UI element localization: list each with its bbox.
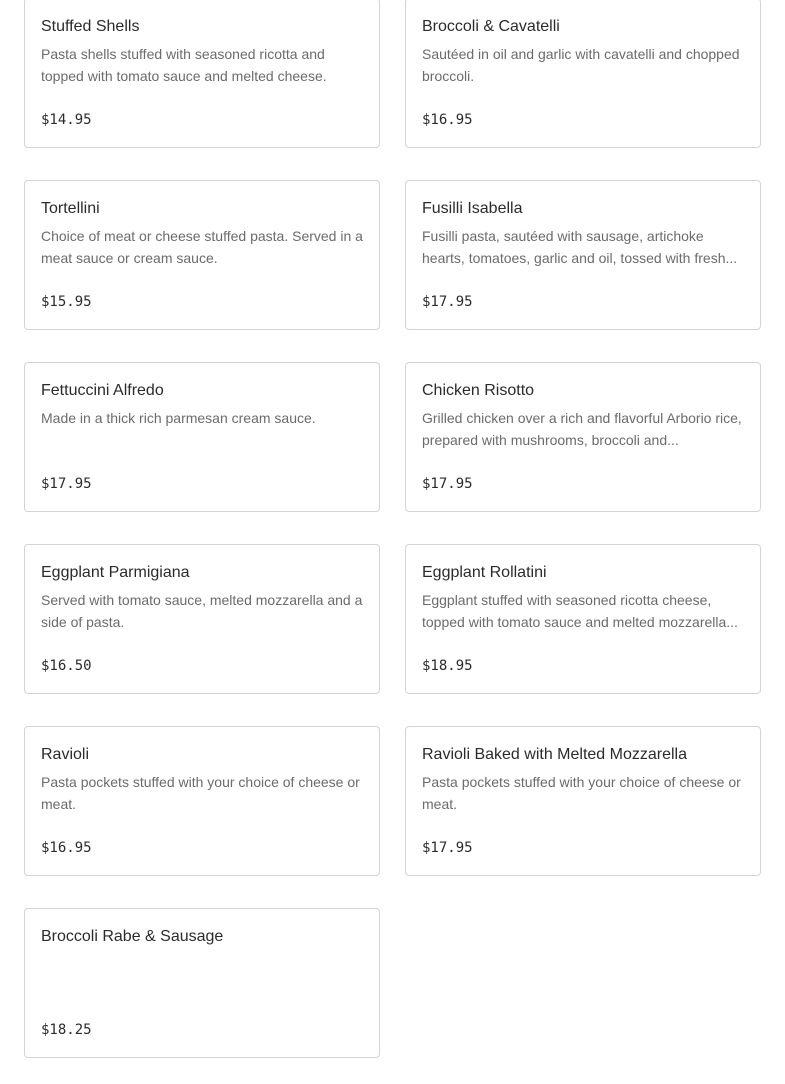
menu-item-description: Eggplant stuffed with seasoned ricotta cheese, topped with tomato sauce and melted mozzarella... bbox=[422, 592, 738, 630]
menu-item-name: Ravioli bbox=[41, 746, 90, 763]
menu-item-price: $14.95 bbox=[41, 112, 92, 128]
menu-item-description: Choice of meat or cheese stuffed pasta. Served in a meat sauce or cream sauce. bbox=[41, 228, 363, 266]
menu-item-description: Pasta pockets stuffed with your choice of cheese or meat. bbox=[41, 774, 360, 812]
menu-item-price: $17.95 bbox=[41, 476, 92, 492]
menu-item-name: Fusilli Isabella bbox=[422, 200, 523, 217]
menu-item-description: Served with tomato sauce, melted mozzarella and a side of pasta. bbox=[41, 592, 363, 630]
menu-item-card-ravioli-baked[interactable] bbox=[405, 726, 761, 876]
menu-item-name: Tortellini bbox=[41, 200, 100, 217]
menu-item-name: Eggplant Parmigiana bbox=[41, 564, 190, 581]
menu-item-description: Fusilli pasta, sautéed with sausage, artichoke hearts, tomatoes, garlic and oil, tossed with fresh... bbox=[422, 228, 738, 266]
menu-item-card-broccoli-cavatelli[interactable] bbox=[405, 0, 761, 148]
menu-item-name: Eggplant Rollatini bbox=[422, 564, 547, 581]
menu-item-description: Made in a thick rich parmesan cream sauce. bbox=[41, 410, 316, 426]
menu-item-price: $16.95 bbox=[422, 112, 473, 128]
menu-item-grid bbox=[24, 0, 761, 1058]
menu-item-card-fusilli-isabella[interactable] bbox=[405, 180, 761, 330]
menu-item-description: Grilled chicken over a rich and flavorful Arborio rice, prepared with mushrooms, broccoli and... bbox=[422, 410, 742, 448]
menu-item-card-fettuccini-alfredo[interactable] bbox=[24, 362, 380, 512]
menu-item-price: $15.95 bbox=[41, 294, 92, 310]
menu-item-name: Chicken Risotto bbox=[422, 382, 535, 399]
menu-item-price: $17.95 bbox=[422, 294, 473, 310]
menu-item-name: Ravioli Baked with Melted Mozzarella bbox=[422, 746, 687, 763]
menu-item-card-broccoli-rabe-sausage[interactable] bbox=[24, 908, 380, 1058]
menu-item-description: Pasta pockets stuffed with your choice of cheese or meat. bbox=[422, 774, 741, 812]
menu-item-price: $16.95 bbox=[41, 840, 92, 856]
menu-item-card-stuffed-shells[interactable] bbox=[24, 0, 380, 148]
menu-item-card-eggplant-parmigiana[interactable] bbox=[24, 544, 380, 694]
menu-item-price: $18.95 bbox=[422, 658, 473, 674]
menu-item-name: Broccoli Rabe & Sausage bbox=[41, 928, 224, 945]
menu-item-description: Pasta shells stuffed with seasoned ricotta and topped with tomato sauce and melted cheese. bbox=[41, 46, 327, 84]
menu-item-name: Fettuccini Alfredo bbox=[41, 382, 164, 399]
menu-item-name: Broccoli & Cavatelli bbox=[422, 18, 560, 35]
menu-item-card-tortellini[interactable] bbox=[24, 180, 380, 330]
menu-item-price: $17.95 bbox=[422, 840, 473, 856]
menu-item-name: Stuffed Shells bbox=[41, 18, 140, 35]
menu-item-price: $17.95 bbox=[422, 476, 473, 492]
menu-item-description: Sautéed in oil and garlic with cavatelli and chopped broccoli. bbox=[422, 46, 740, 84]
menu-item-card-chicken-risotto[interactable] bbox=[405, 362, 761, 512]
menu-item-card-eggplant-rollatini[interactable] bbox=[405, 544, 761, 694]
menu-item-card-ravioli[interactable] bbox=[24, 726, 380, 876]
menu-item-price: $16.50 bbox=[41, 658, 92, 674]
menu-item-price: $18.25 bbox=[41, 1022, 92, 1038]
